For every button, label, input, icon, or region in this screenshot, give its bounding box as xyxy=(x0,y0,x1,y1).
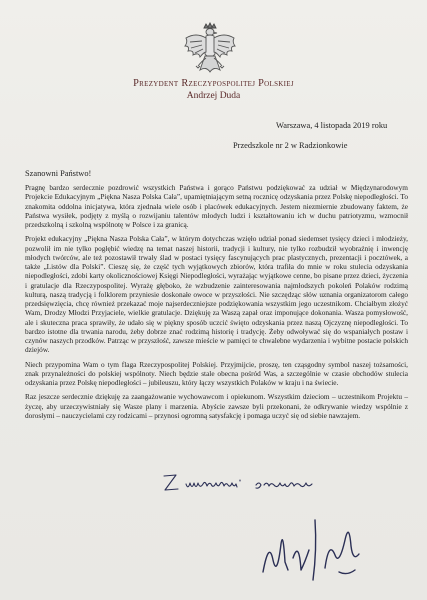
body-paragraph-3: Niech przypomina Wam o tym flaga Rzeczypospolitej Polskiej. Przyjmijcie, proszę, ten cząsgodny symbol naszej tożsamości, znak przynależności do polskiej wspólnoty. Niech będzie stale obecna pośród Was, a szczególnie w czasie obchodów stulecia odzyskania przez Polskę niepodległości – jubileuszu, który łączy wszystkich Polaków w kraju i na świecie. xyxy=(25,359,408,387)
letter-body xyxy=(25,183,408,425)
letter-date: Warszawa, 4 listopada 2019 roku xyxy=(276,121,388,130)
letterhead-title: Prezydent Rzeczypospolitej Polskiej xyxy=(133,78,294,89)
salutation: Szanowni Państwo! xyxy=(25,169,92,178)
body-paragraph-4: Raz jeszcze serdecznie dziękuję za zaangażowanie wychowawcom i opiekunom. Wszystkim dzieciom – uczestnikom Projektu – życzę, aby urzeczywistniały się Wasze plany i marzenia. Abyście zawsze byli przekonani, że odkrywanie wiedzy wspólnie z dorosłymi – nauczycielami czy rodzicami – przynosi ogromną satysfakcję i pomaga uczyć się od siebie nawzajem. xyxy=(25,392,408,420)
letterhead xyxy=(0,78,427,101)
white-eagle-emblem-icon xyxy=(182,22,238,80)
letterhead-name: Andrzej Duda xyxy=(186,91,241,101)
body-paragraph-2: Projekt edukacyjny „Piękna Nasza Polska Cała”, w którym dotychczas wzięło udział ponad siedemset tysięcy dzieci i młodzieży, pozwolił im nie tylko pogłębić wiedzę na temat naszej historii, tradycji i kultury, nie tylko rozbudził wyobraźnię i inwencję młodych twórców, ale też pozostawił trwały ślad w postaci tysięcy fascynujących prac plastycznych, prezentacji i pocztówek, a także „Listów dla Polski”. Cieszę się, że część tych wyjątkowych zbiorów, która trafiła do mnie w roku stulecia odzyskania niepodległości, zdobi karty okolicznościowej Księgi Niepodległości, wyrażając wyjątkowe cenne, bo pisane przez dzieci, życzenia i gratulacje dla Rzeczypospolitej. Wyrażę głęboko, że wzbudzenie zainteresowania najmłodszych pokoleń Polaków rodzimą kulturą, naszą tradycją i folklorem przyniesie doskonałe owoce w przyszłości. Nie szczędząc słów uznania organizatorom całego przedsięwzięcia, chcę również przekazać moje najserdeczniejsze podziękowania wszystkim jego uczestnikom. Chciałbym złożyć Wam, Drodzy Młodzi Przyjaciele, wielkie gratulacje. Dziękuję za Waszą zapał oraz imponujące dokonania. Wasza pomysłowość, ale i skuteczna praca sprawiły, że udało się w piękny sposób uczcić święto odzyskania przez naszą Ojczyznę niepodległości. To bardzo istotne dla trwania narodu, żeby dobrze znać rodzimą historię i tradycję. Żeby odwoływać się do wspaniałych postaw i czynów naszych przodków. Patrząc w przyszłość, zawsze mieście w pamięci te chwalebne wydarzenia i wybitne postacie polskich dziejów. xyxy=(25,234,408,355)
handwritten-signature xyxy=(255,500,375,590)
body-paragraph-1: Pragnę bardzo serdecznie pozdrowić wszystkich Państwa i gorąco Państwu podziękować za udział w Międzynarodowym Projekcie Edukacyjnym „Piękna Nasza Polska Cała”, upamiętniającym setną rocznicę odzyskania przez Polskę niepodległości. To znakomita oddolna inicjatywa, która zjednała wiele osób i placówek edukacyjnych. Jestem niezmiernie zbudowany faktem, że Państwa wysiłek, podjęty z myślą o rozwijaniu talentów młodych ludzi i kształtowaniu ich w duchu patriotyzmu, wzmocnił przedszkolną i szkolną wspólnotę w Polsce i za granicą. xyxy=(25,183,408,229)
handwritten-closing xyxy=(160,468,325,500)
letter-recipient: Przedszkole nr 2 w Radzionkowie xyxy=(233,141,348,150)
